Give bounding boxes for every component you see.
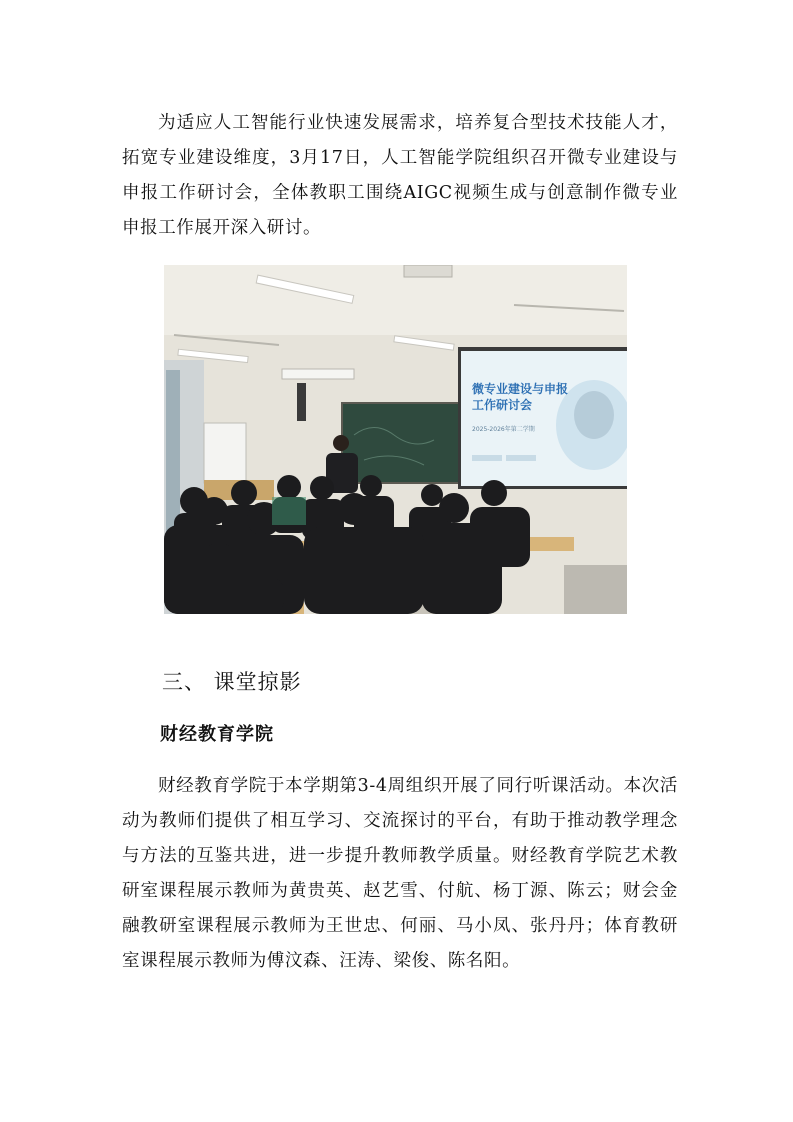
observation-paragraph: 财经教育学院于本学期第3-4周组织开展了同行听课活动。本次活动为教师们提供了相互学习、交流探讨的平台，有助于推动教学理念与方法的互鉴共进，进一步提升教师教学质量。财经教育学院艺术教研室课程展示教师为黄贵英、赵艺雪、付航、杨丁源、陈云；财会金融教研室课程展示教师为王世忠、何丽、马小凤、张丹丹；体育教研室课程展示教师为傅汶森、汪涛、梁俊、陈名阳。 [122,776,678,971]
college-subheading: 财经教育学院 [160,724,274,745]
intro-paragraph: 为适应人工智能行业快速发展需求，培养复合型技术技能人才，拓宽专业建设维度，3月17日，人工智能学院组织召开微专业建设与申报工作研讨会，全体教职工围绕AIGC视频生成与创意制作微专业申报工作展开深入研讨。 [122,113,678,238]
section-heading: 三、 课堂掠影 [162,670,302,694]
screen-title-line1: 微专业建设与申报 [472,382,569,396]
screen-title-line2: 工作研讨会 [472,398,533,412]
screen-date: 2025-2026年第二学期 [472,426,535,433]
seminar-photo [164,265,627,614]
